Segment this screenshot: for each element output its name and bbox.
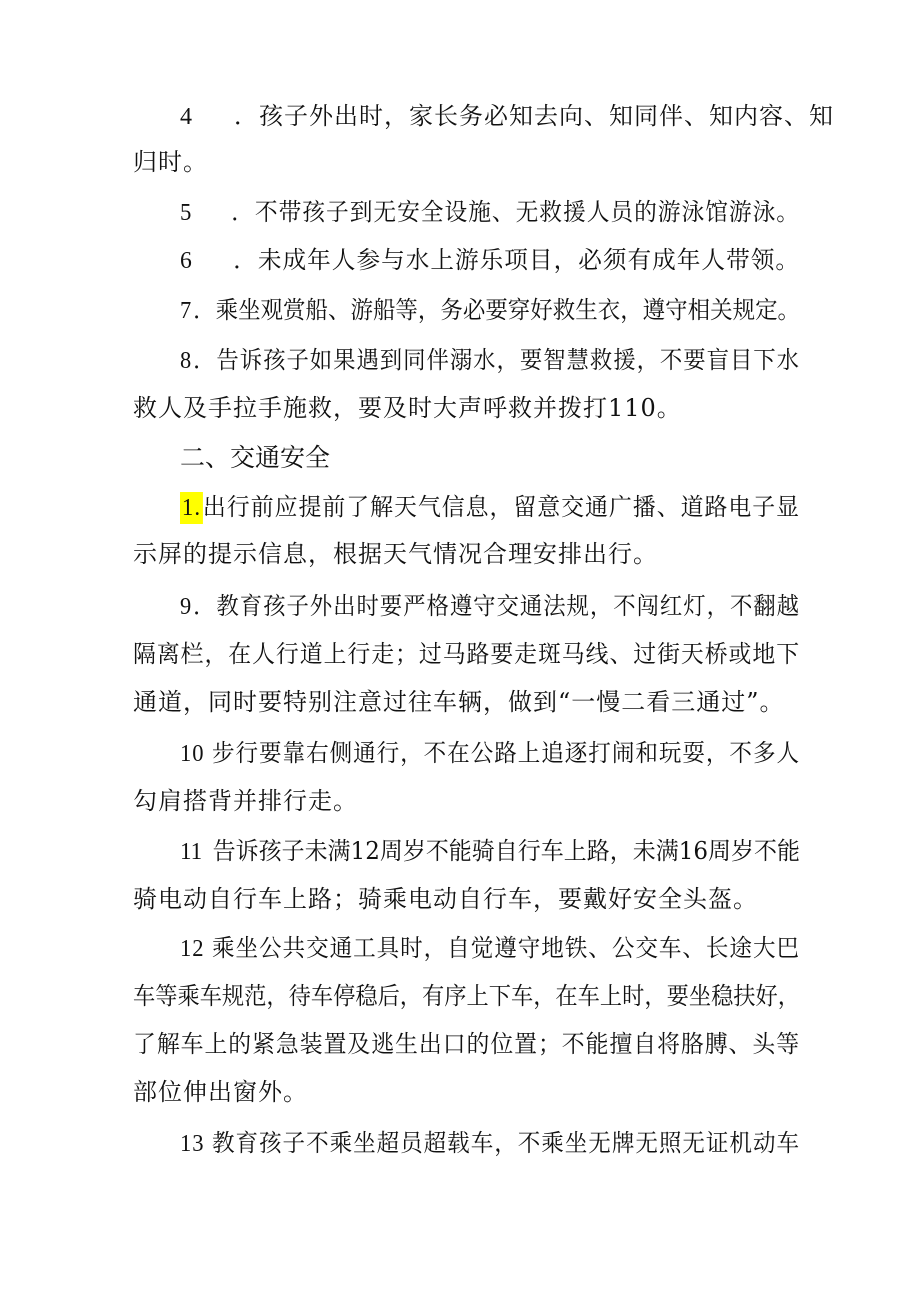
list-item-4 bbox=[180, 100, 834, 133]
list-item-7 bbox=[180, 294, 800, 327]
traffic-item-10 bbox=[180, 737, 800, 770]
highlighted-number: 1. bbox=[180, 492, 203, 524]
list-item-8 bbox=[180, 344, 800, 377]
item-number: 9 bbox=[180, 594, 193, 620]
traffic-item-1-continued: 示屏的提示信息，根据天气情况合理安排出行。 bbox=[133, 540, 658, 568]
traffic-item-11-continued: 骑电动自行车上路；骑乘电动自行车，要戴好安全头盔。 bbox=[133, 885, 758, 913]
item-text: 乘坐公共交通工具时，自觉遵守地铁、公交车、长途大巴 bbox=[211, 934, 800, 962]
item-number: 5 bbox=[180, 200, 193, 226]
list-item-5 bbox=[180, 196, 800, 229]
traffic-item-10-continued: 勾肩搭背并排行走。 bbox=[133, 787, 358, 815]
item-text: ．告诉孩子如果遇到同伴溺水，要智慧救援，不要盲目下水 bbox=[193, 346, 800, 374]
item-text: 教育孩子不乘坐超员超载车，不乘坐无牌无照无证机动车 bbox=[211, 1129, 800, 1157]
item-text: ．乘坐观赏船、游船等，务必要穿好救生衣，遵守相关规定。 bbox=[193, 296, 801, 324]
traffic-item-1 bbox=[180, 491, 800, 524]
traffic-item-9-continued: 隔离栏，在人行道上行走；过马路要走斑马线、过街天桥或地下 bbox=[133, 640, 801, 668]
traffic-item-12-continued: 车等乘车规范，待车停稳后，有序上下车，在车上时，要坐稳扶好， bbox=[133, 982, 801, 1010]
traffic-item-11 bbox=[180, 835, 800, 868]
item-text: ．未成年人参与水上游乐项目，必须有成年人带领。 bbox=[233, 246, 801, 274]
item-text: ．不带孩子到无安全设施、无救援人员的游泳馆游泳。 bbox=[231, 198, 800, 226]
item-number: 11 bbox=[180, 839, 203, 865]
item-text: 步行要靠右侧通行，不在公路上追逐打闹和玩耍，不多人 bbox=[211, 739, 800, 767]
traffic-item-9 bbox=[180, 590, 800, 623]
item-number: 12 bbox=[180, 936, 205, 962]
traffic-item-9-continued-2: 通道，同时要特别注意过往车辆，做到“一慢二看三通过”。 bbox=[133, 688, 785, 716]
traffic-item-12-continued-2: 了解车上的紧急装置及逃生出口的位置；不能擅自将胳膊、头等 bbox=[133, 1030, 801, 1058]
item-number: 7 bbox=[180, 298, 192, 324]
item-text: ．教育孩子外出时要严格遵守交通法规，不闯红灯，不翻越 bbox=[193, 592, 800, 620]
item-text: 出行前应提前了解天气信息，留意交通广播、道路电子显 bbox=[202, 493, 800, 521]
item-text: 告诉孩子未满12周岁不能骑自行车上路，未满16周岁不能 bbox=[212, 837, 801, 865]
traffic-item-12 bbox=[180, 932, 800, 965]
list-item-4-continued: 归时。 bbox=[133, 148, 208, 176]
traffic-item-13 bbox=[180, 1127, 800, 1160]
item-number: 4 bbox=[180, 104, 193, 130]
item-number: 10 bbox=[180, 741, 205, 767]
item-number: 6 bbox=[180, 248, 193, 274]
item-number: 13 bbox=[180, 1131, 205, 1157]
traffic-item-12-continued-3: 部位伸出窗外。 bbox=[133, 1078, 308, 1106]
list-item-6 bbox=[180, 244, 800, 277]
list-item-8-continued: 救人及手拉手施救，要及时大声呼救并拨打110。 bbox=[133, 394, 682, 422]
item-number: 8 bbox=[180, 348, 193, 374]
section-heading: 二、交通安全 bbox=[180, 443, 331, 472]
item-text: ．孩子外出时，家长务必知去向、知同伴、知内容、知 bbox=[234, 102, 834, 130]
